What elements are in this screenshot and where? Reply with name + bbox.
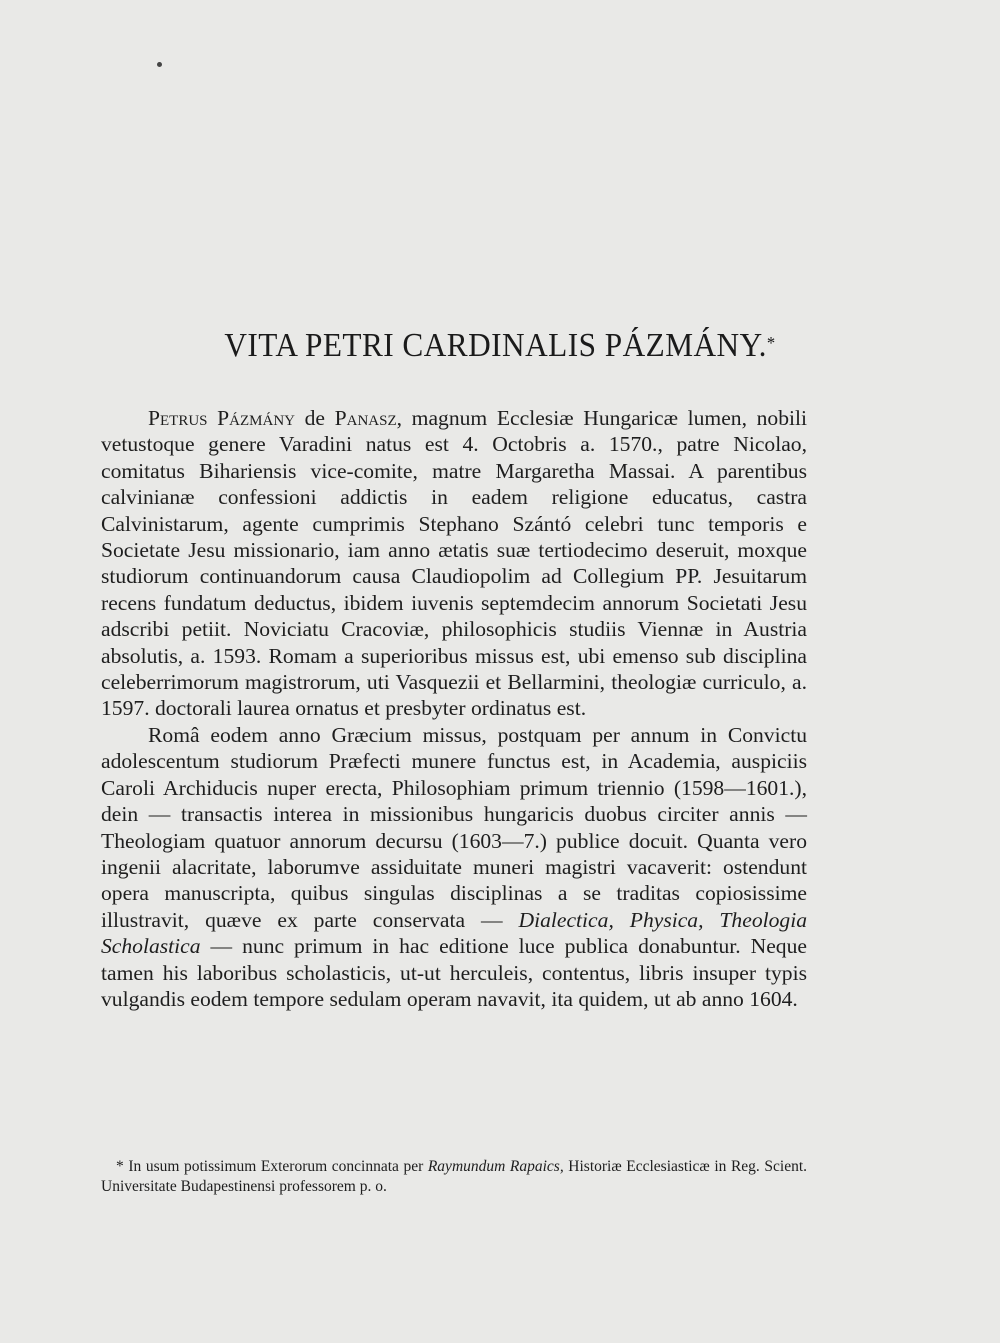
footnote-paragraph [101,1157,807,1197]
footnote-text-b: Historiæ Ecclesiasticæ in Reg. Scient. Universitate Budapestinensi professorem p. o. [101,1158,808,1195]
paragraph-2-text-b: — nunc primum in hac editione luce publica donabuntur. Neque tamen his laboribus scholasticis, ut-ut herculeis, contentus, libris insuper typis vulgandis eodem tempore sedulam operam navavit, ita quidem, ut ab anno 1604. [101,934,807,1011]
paragraph-2 [101,722,807,1012]
paragraph-2-italic: Dialectica, Physica, Theologia Scholastica [101,907,808,959]
footnote-marker: * [766,333,776,353]
footnote [101,1157,807,1197]
name-panasz: Panasz [334,406,397,430]
de-word: de [294,406,335,430]
body-text [101,405,807,1012]
ink-speck [157,62,162,67]
paragraph-1 [101,405,807,722]
paragraph-1-text: , magnum Ecclesiæ Hungaricæ lumen, nobili vetustoque genere Varadini natus est 4. Octobris a. 1570., patre Nicolao, comitatus Bihariensis vice-comite, matre Margaretha Massai. A parentibus calvinianæ confessioni addictis in eadem religione educatus, castra Calvinistarum, agente cumprimis Stephano Szántó celebri tunc temporis e Societate Jesu missionario, iam anno ætatis suæ tertiodecimo deseruit, moxque studiorum continuandorum causa Claudiopolim ad Collegium PP. Jesuitarum recens fundatum deductus, ibidem iuvenis septemdecim annorum Societati Jesu adscribi petiit. Noviciatu Cracoviæ, philosophicis studiis Viennæ in Austria absolutis, a. 1593. Romam a superioribus missus est, ubi emenso sub disciplina celeberrimorum magistrorum, uti Vasquezii et Bellarmini, theologiæ curriculo, a. 1597. doctorali laurea ornatus et presbyter ordinatus est. [101,406,807,721]
title-text: VITA PETRI CARDINALIS PÁZMÁNY. [224,327,767,364]
footnote-text-a: * In usum potissimum Exterorum concinnata per [116,1158,428,1175]
name-petrus-pazmany: Petrus Pázmány [148,406,295,430]
page-title [132,327,868,365]
footnote-author: Raymundum Rapaics, [427,1158,564,1175]
paragraph-2-text-a: Româ eodem anno Græcium missus, postquam per annum in Convictu adolescentum studiorum Præfecti munere functus est, in Academia, auspiciis Caroli Archiducis nuper erecta, Philosophiam primum triennio (1598—1601.), dein — transactis interea in missionibus hungaricis duobus circiter annis — Theologiam quatuor annorum decursu (1603—7.) publice docuit. Quanta vero ingenii alacritate, laborumve assiduitate muneri magistri vacaverit: ostendunt opera manuscripta, quibus singulas disciplinas a se traditas copiosissime illustravit, quæve ex parte conservata — [101,722,807,932]
